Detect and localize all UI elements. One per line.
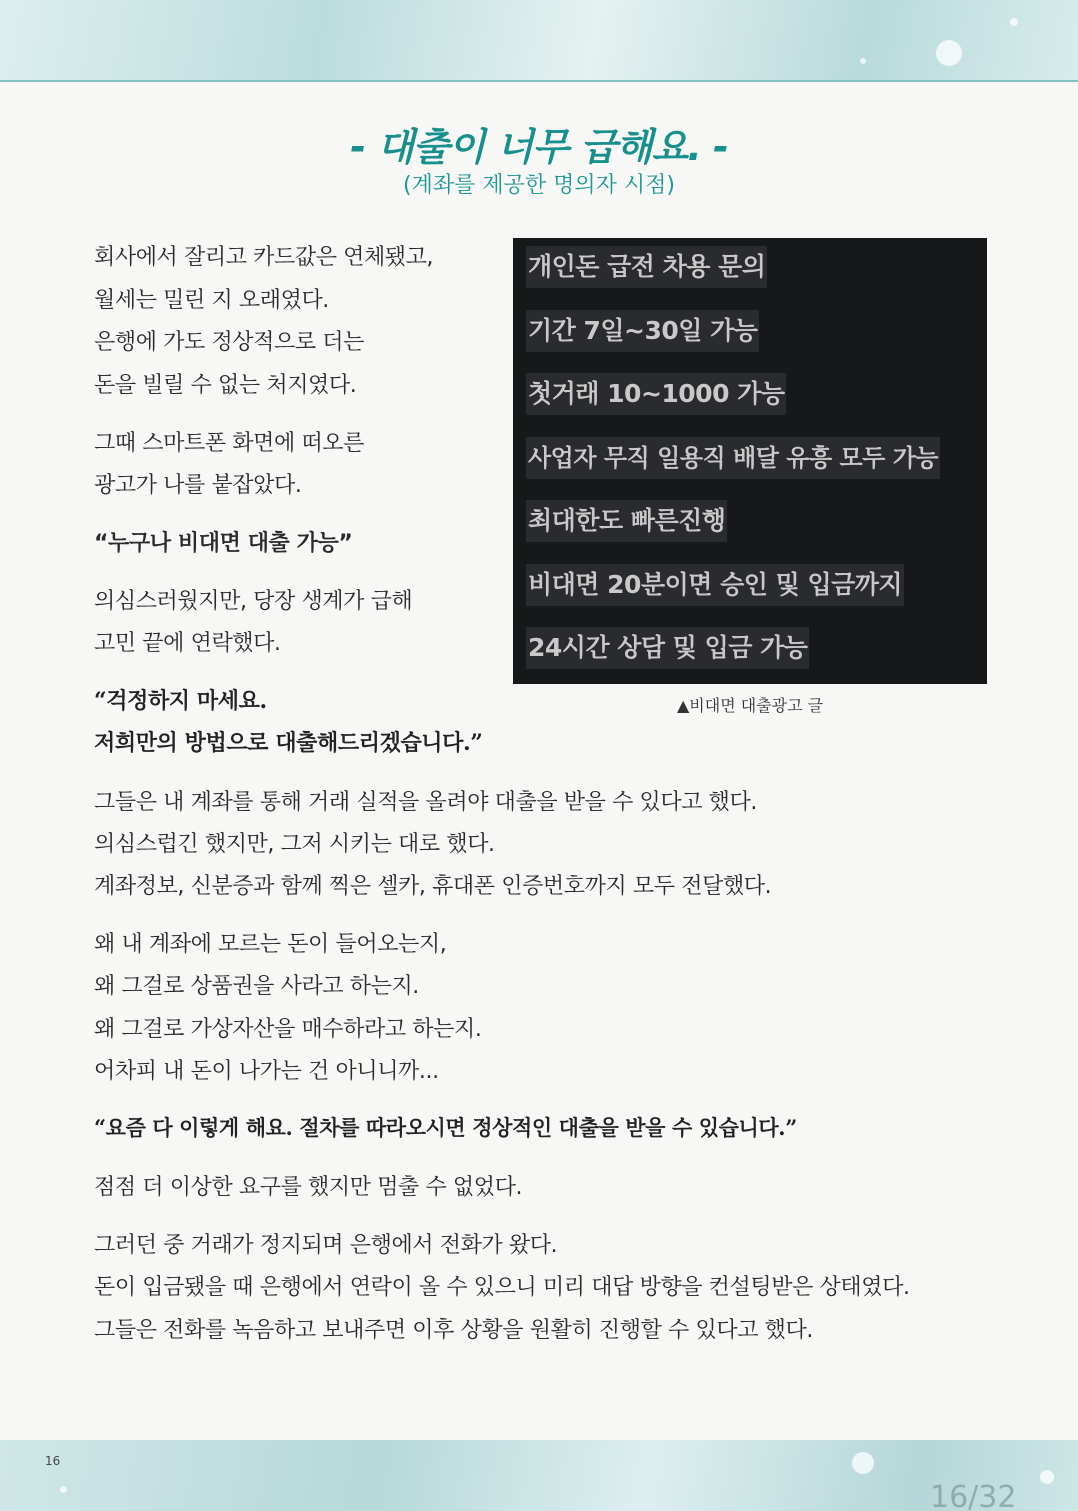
decorative-bubble [60, 1486, 67, 1493]
quote-ad-slogan: “누구나 비대면 대출 가능” [94, 531, 353, 556]
body-line: 왜 그걸로 가상자산을 매수하라고 하는지. [94, 1017, 482, 1042]
body-line: 계좌정보, 신분증과 함께 찍은 셀카, 휴대폰 인증번호까지 모두 전달했다. [94, 874, 772, 899]
ad-caption: ▲비대면 대출광고 글 [677, 696, 824, 715]
top-decorative-band [0, 0, 1078, 82]
body-line: 의심스럽긴 했지만, 그저 시키는 대로 했다. [94, 832, 495, 857]
page-number: 16 [45, 1454, 61, 1468]
body-line: 점점 더 이상한 요구를 했지만 멈출 수 없었다. [94, 1175, 523, 1200]
decorative-bubble [860, 58, 866, 64]
body-line: 의심스러웠지만, 당장 생계가 급해 [94, 589, 413, 614]
ad-line: 비대면 20분이면 승인 및 입금까지 [526, 564, 904, 606]
decorative-bubble [1010, 18, 1018, 26]
body-line: 어차피 내 돈이 나가는 건 아니니까... [94, 1059, 439, 1084]
body-line: 광고가 나를 붙잡았다. [94, 473, 302, 498]
body-line: 회사에서 잘리고 카드값은 연체됐고, [94, 245, 434, 270]
body-line: 왜 내 계좌에 모르는 돈이 들어오는지, [94, 932, 447, 957]
quote-handwritten: “요즘 다 이렇게 해요. 절차를 따라오시면 정상적인 대출을 받을 수 있습니다.” [94, 1115, 797, 1140]
page-counter: 16/32 [930, 1480, 1017, 1511]
page-subtitle: (계좌를 제공한 명의자 시점) [403, 173, 675, 198]
body-line: 그때 스마트폰 화면에 떠오른 [94, 431, 365, 456]
body-line: 그들은 내 계좌를 통해 거래 실적을 올려야 대출을 받을 수 있다고 했다. [94, 790, 757, 815]
ad-line: 사업자 무직 일용직 배달 유흥 모두 가능 [526, 437, 940, 479]
decorative-bubble [1040, 1470, 1054, 1484]
ad-line: 기간 7일~30일 가능 [526, 310, 759, 352]
body-line: 은행에 가도 정상적으로 더는 [94, 330, 365, 355]
body-line: 월세는 밀린 지 오래였다. [94, 288, 329, 313]
ad-line: 24시간 상담 및 입금 가능 [526, 627, 809, 669]
ad-line: 최대한도 빠른진행 [526, 500, 727, 542]
decorative-bubble [852, 1452, 874, 1474]
quote-handwritten: 저희만의 방법으로 대출해드리겠습니다.” [94, 730, 483, 756]
body-line: 돈을 빌릴 수 없는 처지였다. [94, 373, 357, 398]
bottom-decorative-band [0, 1440, 1078, 1511]
decorative-bubble [936, 40, 962, 66]
page-title: - 대출이 너무 급해요. - [350, 125, 728, 169]
body-line: 왜 그걸로 상품권을 사라고 하는지. [94, 974, 419, 999]
ad-line: 첫거래 10~1000 가능 [526, 373, 786, 415]
ad-line: 개인돈 급전 차용 문의 [526, 246, 767, 288]
quote-handwritten: “걱정하지 마세요. [94, 688, 267, 714]
body-line: 그들은 전화를 녹음하고 보내주면 이후 상황을 원활히 진행할 수 있다고 했다. [94, 1318, 813, 1343]
body-line: 고민 끝에 연락했다. [94, 631, 281, 656]
body-line: 그러던 중 거래가 정지되며 은행에서 전화가 왔다. [94, 1233, 558, 1258]
body-line: 돈이 입금됐을 때 은행에서 연락이 올 수 있으니 미리 대답 방향을 컨설팅받은 상태였다. [94, 1275, 910, 1300]
